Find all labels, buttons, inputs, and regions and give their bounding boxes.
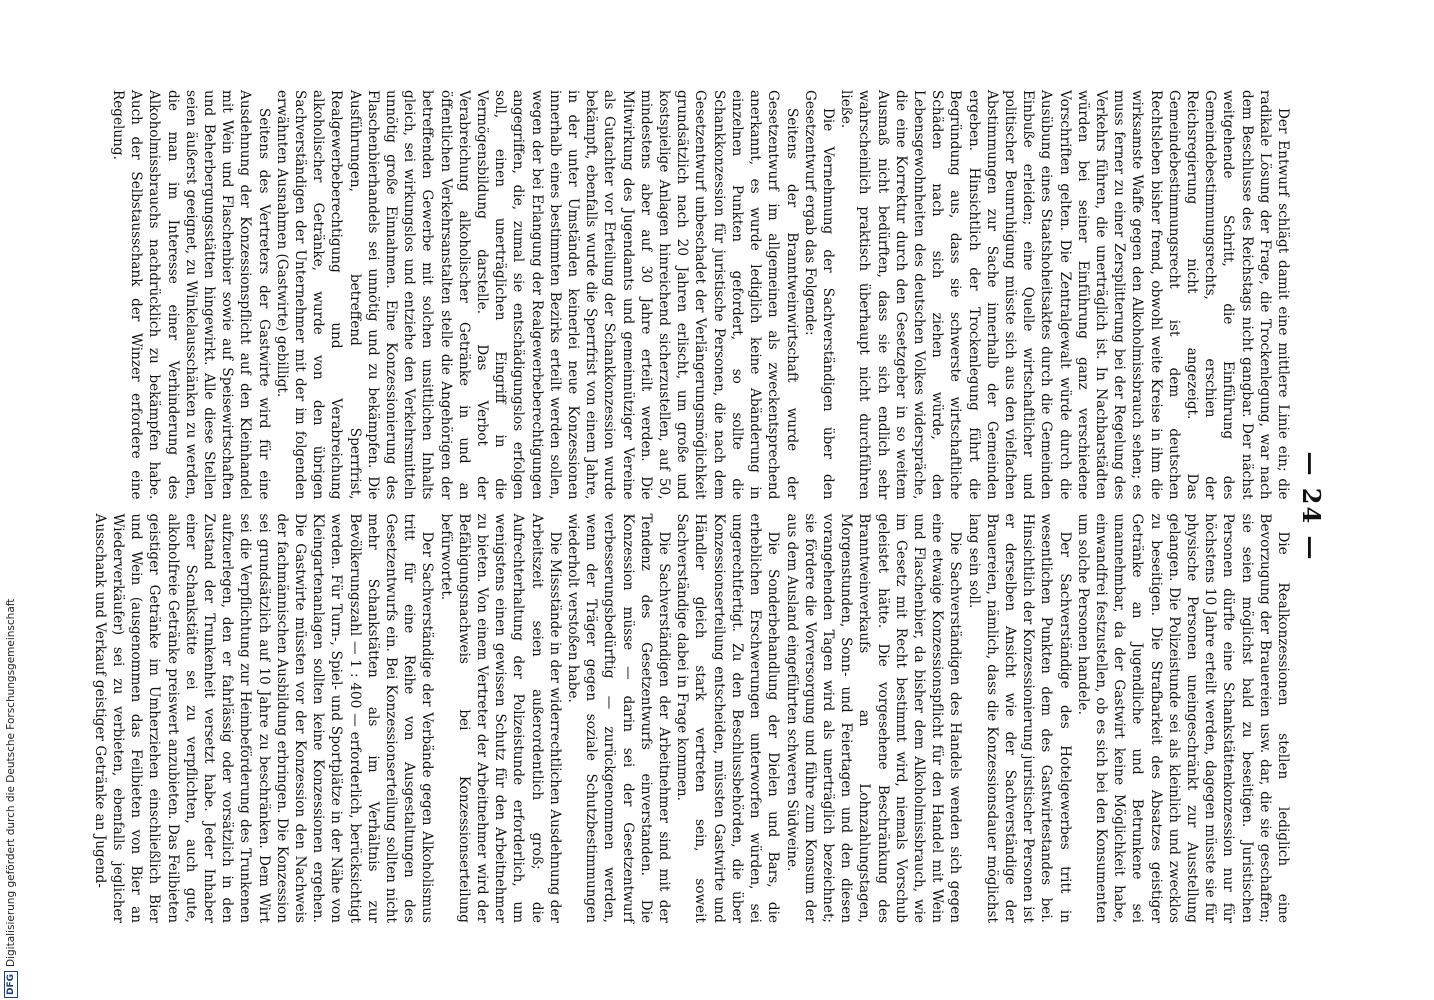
paragraph: Seitens der Branntweinwirtschaft wurde der Gesetzentwurf im allgemeinen als zweckentsprechend anerkannt, es wurde lediglich keine Abänderung in einzelnen Punkten gefordert, so sollte die Schankkonzession für juristische Personen, die nach dem Gesetzentwurf unbeschadet der Verlängerungsmöglichkeit grundsätzlich nach 20 Jahren erlischt, um große und kostspielige Anlagen hinreichend sicherzustellen, auf 50, mindestens aber auf 30 Jahre erteilt werden. Die Mitwirkung des Jugendamts und gemeinnütziger Vereine als Gutachter vor Erteilung der Schankkonzession wurde bekämpft, ebenfalls wurde die Sperrfrist von einem Jahre, in der unter Umständen keinerlei neue Konzessionen innerhalb eines bestimmten Bezirks erteilt werden sollen, wegen der bei Erlangung der Realgewerbeberechtigungen angegriffen, die, zumal sie entschädigungslos erfolgen soll, einen unerträglichen Eingriff in die Vermögensbildung darstelle. Das Verbot der Verabreichung alkoholischer Getränke in und an öffentlichen Verkehrsanstalten stelle die Angehörigen der betreffenden Gewerbe mit solchen unsittlichen Inhalts gleich, sei wirkungslos und entziehe den Verkehrsmitteln unnötig große Einnahmen. Eine Konzessionierung des Flaschenbierhandels sei unnötig und zu bekämpfen. Die Ausführungen, betreffend Sperrfrist, Realgewerbeberechtigung und Verabreichung alkoholischer Getränke, wurde von den übrigen Sachverständigen der Unternehmer mit der im folgenden erwähnten Ausnahmen (Gastwirte) gebilligt. — [273, 90, 800, 500]
paragraph: Die Vernehmung der Sachverständigen über den Gesetzentwurf ergab das Folgende: — [801, 90, 836, 500]
paragraph: Der Sachverständige des Hotelgewerbes tritt in wesentlichen Punkten dem des Gastwirtestandes bei. Hinsichtlich der Konzessionierung juristischer Personen ist er derselben Ansicht wie der Sachverständige der Brauereien, nämlich, dass die Konzessionsdauer möglichst lang sein soll. — [965, 513, 1073, 923]
text-column-left — [110, 90, 1292, 500]
footer-credit-text: Digitalisierung gefördert durch die Deutsche Forschungsgemeinschaft — [5, 598, 17, 967]
digitization-footer — [0, 0, 22, 1000]
text-columns — [91, 90, 1292, 923]
dfg-logo: DFG — [4, 971, 18, 998]
paragraph: Die Missstände in der widerrechtlichen Ausdehnung der Arbeitszeit seien außerordentlich groß; die Aufrechterhaltung der Polizeistunde erforderlich, um wenigstens einen gewissen Schutz für den Arbeitnehmer zu bieten. Von einem Vertreter der Arbeitnehmer wird der Befähigungsnachweis bei Konzessionserteilung befürwortet. — [437, 513, 563, 923]
paragraph: Die Realkonzessionen stellen lediglich eine Bevorzugung der Brauereien usw. dar, die sie geschaffen; sie seien möglichst bald zu beseitigen. Juristischen Personen dürfte eine Schankstättenkonzession nur für höchstens 10 Jahre erteilt werden, dagegen müsste sie für physische Personen uneingeschränkt zur Ausstellung gelangen. Die Polizeistunde sei als kleinlich und zwecklos zu beseitigen. Die Strafbarkeit des Absatzes geistiger Getränke an Jugendliche und Betrunkene sei unannehmbar, da der Gastwirt keine Möglichkeit habe, einwandfrei festzustellen, ob es sich bei den Konsumenten um solche Personen handele. — [1074, 513, 1291, 923]
paragraph: Der Entwurf schlägt damit eine mittlere Linie ein; die radikale Lösung der Frage, die Trockenlegung, war nach dem Beschlusse des Reichstags nicht gangbar. Der nächst weitgehende Schritt, die Einführung des Gemeindebestimmungsrechts, erschien der Reichsregierung nicht angezeigt. Das Gemeindebestimmungsrecht ist dem deutschen Rechtsleben bisher fremd, obwohl weite Kreise in ihm die wirksamste Waffe gegen den Alkoholmissbrauch sehen; es muss ferner zu einer Zersplitterung bei der Regelung des Verkehrs führen, die unerträglich ist. In Nachbarstädten würden bei seiner Einführung ganz verschiedene Vorschriften gelten. Die Zentralgewalt würde durch die Ausübung eines Staatshoheitsaktes durch die Gemeinden Einbuße erleiden; eine Quelle wirtschaftlicher und politischer Beunruhigung müsste sich aus den vielfachen Abstimmungen zur Sache innerhalb der Gemeinden ergeben. Hinsichtlich der Trockenlegung führt die Begründung aus, dass sie schwerste wirtschaftliche Schäden nach sich ziehen würde, den Lebensgewohnheiten des deutschen Volkes widerspräche, die eine Korrektur durch den Gesetzgeber in so weitem Ausmaß nicht bedürften, dass sie sich endlich sehr wahrscheinlich praktisch überhaupt nicht durchführen ließe. — [838, 90, 1291, 500]
paragraph: Die Sachverständigen der Arbeitnehmer sind mit der Tendenz des Gesetzentwurfs einverstanden. Die Konzession müsse — darin sei der Gesetzentwurf verbesserungsbedürftig — zurückgenommen werden, wenn der Träger gegen soziale Schutzbestimmungen wiederholt verstoßen habe. — [565, 513, 673, 923]
paragraph: Der Sachverständige der Verbände gegen Alkoholismus tritt für eine Reihe von Ausgestaltungen des Gesetzentwurfs ein. Bei Konzessionserteilung sollten nicht mehr Schankstätten als im Verhältnis zur Bevölkerungszahl — 1 : 400 — erforderlich, berücksichtigt werden. Für Turn-, Spiel- und Sportplätze in der Nähe von Kleingartenanlagen sollten keine Konzessionen ergehen. Die Gastwirte müssten vor der Konzession den Nachweis der fachmännischen Ausbildung erbringen. Die Konzession sei grundsätzlich auf 10 Jahre zu beschränken. Dem Wirt sei die Verpflichtung zur Heimbeförderung des Trunkenen aufzuerlegen, den er fahrlässig oder vorsätzlich in den Zustand der Trunkenheit versetzt habe. Jeder Inhaber einer Schankstätte sei zu verpflichten, auch gute, alkoholfreie Getränke preiswert anzubieten. Das Feilbieten geistiger Getränke im Umherziehen einschließlich Bier und Wein (ausgenommen das Feilbieten von Bier an Wiederverkäufer) sei zu verbieten, ebenfalls jeglicher Ausschank und Verkauf geistiger Getränke an Jugend- — [91, 513, 436, 923]
footer-line — [2, 0, 20, 998]
text-column-right — [91, 513, 1292, 924]
paragraph: Die Sonderbehandlung der Dielen und Bars, die erheblichen Erschwerungen unterworfen würden, sei ungerechtfertigt. Zu den Beschlussbehörden, die über Konzessionserteilung entscheiden, müssten Gastwirte und Händler gleich stark vertreten sein, soweit Sachverständige dabei in Frage kommen. — [674, 513, 782, 923]
paragraph: Die Sachverständigen des Handels wenden sich gegen eine etwaige Konzessionspflicht für den Handel mit Wein und Flaschenbier, da bisher dem Alkoholmissbrauch, wie im Gesetz mit Recht bestimmt wird, niemals Vorschub geleistet hätte. Die vorgesehene Beschränkung des Branntweinverkaufs an Lohnzahlungstagen, Morgenstunden, Sonn- und Feiertagen und den diesen vorangehenden Tagen wird als unerträglich bezeichnet; sie fördere die Vorversorgung und führe zum Konsum der aus dem Ausland eingeführten schweren Südweine. — [783, 513, 964, 923]
paragraph: Seitens des Vertreters der Gastwirte wird für eine Ausdehnung der Konzessionspflicht auf den Kleinhandel mit Wein und Flaschenbier sowie auf Speisewirtschaften und Beherbergungsstätten hingewirkt. Alle diese Stellen seien äußerst geeignet, zu Winkelausschänken zu werden, die man im Interesse einer Verhinderung des Alkoholmissbrauchs nachdrücklich zu bekämpfen habe. Auch der Selbstausschank der Winzer erfordere eine Regelung. — [110, 90, 272, 500]
document-page — [91, 90, 1332, 923]
page-header — [1292, 90, 1332, 923]
page-number: — 24 — — [1297, 451, 1327, 562]
